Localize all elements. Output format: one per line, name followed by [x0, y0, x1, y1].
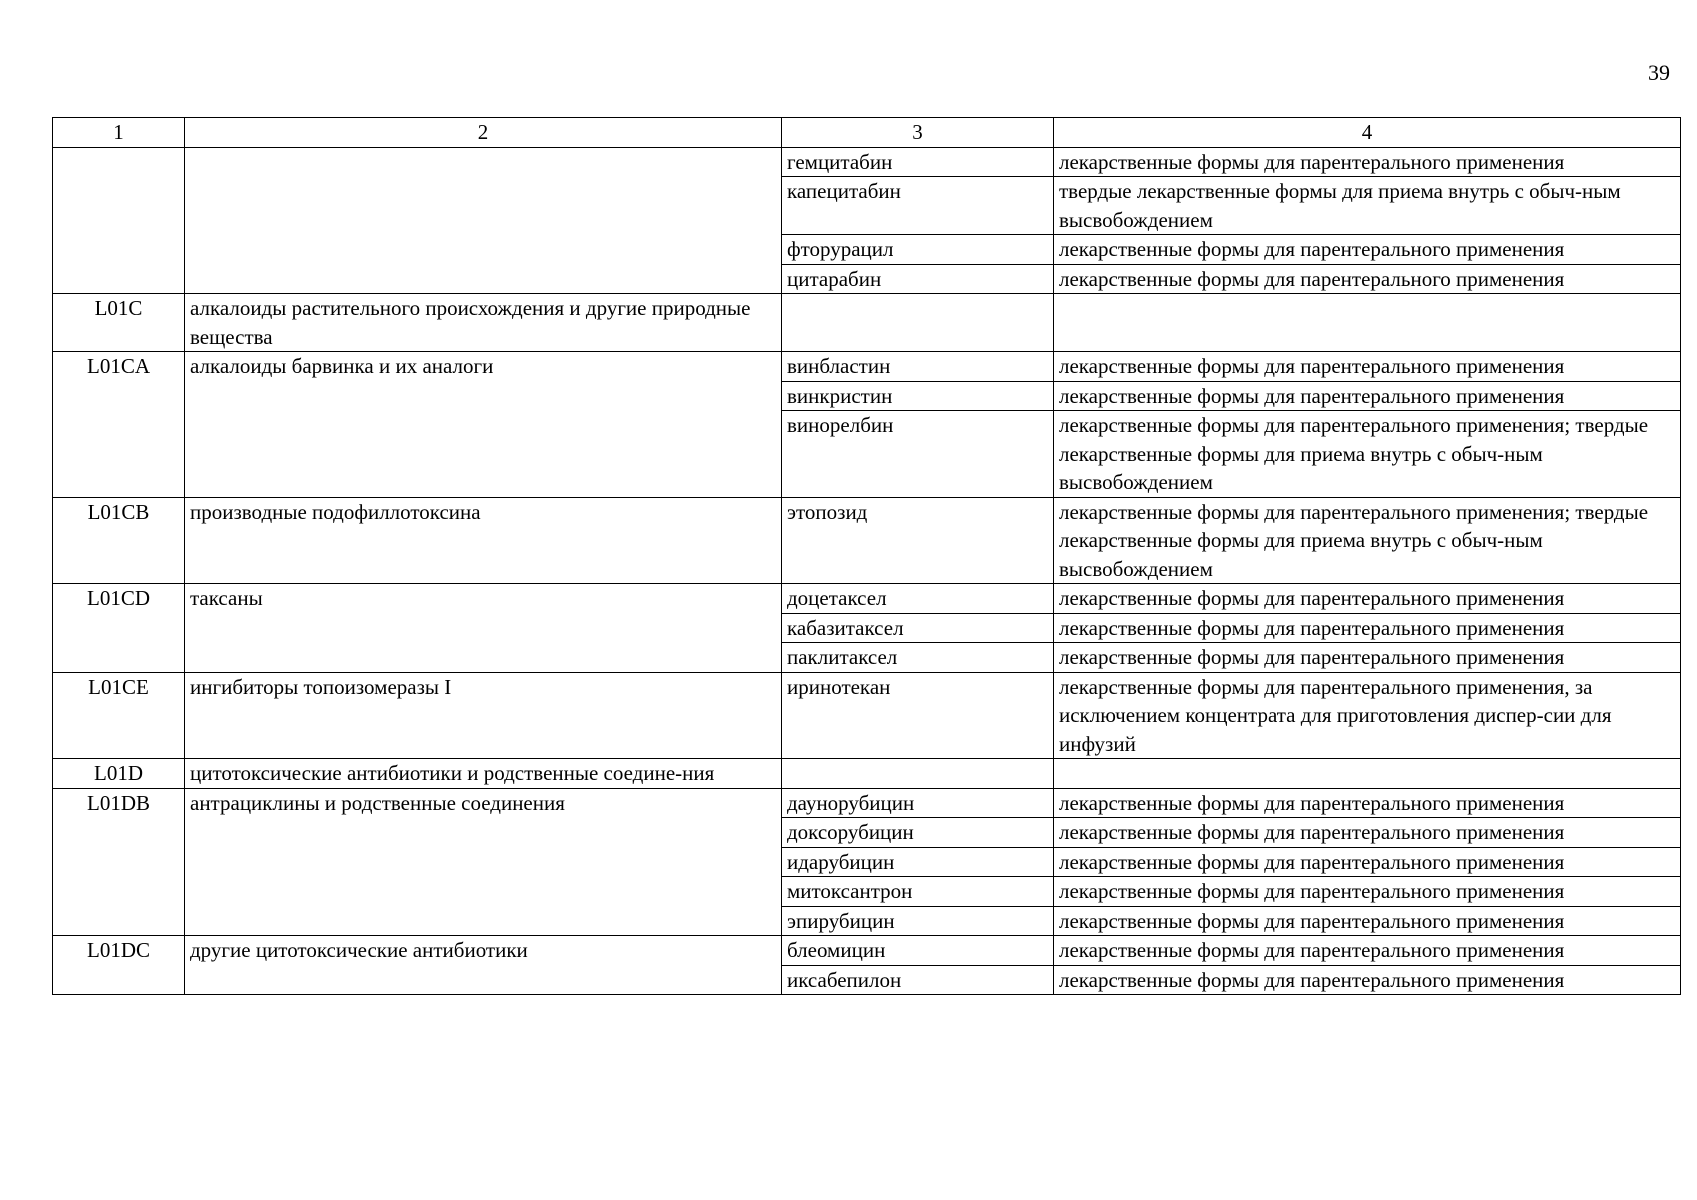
column-header: 3 — [782, 118, 1054, 148]
dosage-form-cell: лекарственные формы для парентерального применения — [1054, 877, 1681, 907]
dosage-form-cell: лекарственные формы для парентерального применения — [1054, 584, 1681, 614]
group-name-cell: другие цитотоксические антибиотики — [185, 936, 782, 995]
drug-name-cell: иксабепилон — [782, 965, 1054, 995]
group-name-cell: производные подофиллотоксина — [185, 497, 782, 584]
group-name-cell — [185, 147, 782, 294]
column-header: 2 — [185, 118, 782, 148]
group-name-cell: алкалоиды барвинка и их аналоги — [185, 352, 782, 498]
dosage-form-cell: лекарственные формы для парентерального применения — [1054, 381, 1681, 411]
drug-name-cell: капецитабин — [782, 177, 1054, 235]
drug-name-cell: фторурацил — [782, 235, 1054, 265]
dosage-form-cell: лекарственные формы для парентерального применения — [1054, 643, 1681, 673]
dosage-form-cell: лекарственные формы для парентерального применения — [1054, 235, 1681, 265]
drug-name-cell — [782, 294, 1054, 352]
table-row — [53, 294, 1681, 352]
group-name-cell: антрациклины и родственные соединения — [185, 788, 782, 936]
drug-name-cell: доцетаксел — [782, 584, 1054, 614]
drug-name-cell: винкристин — [782, 381, 1054, 411]
drug-name-cell: цитарабин — [782, 264, 1054, 294]
group-name-cell: цитотоксические антибиотики и родственные соедине-ния — [185, 759, 782, 789]
dosage-form-cell: лекарственные формы для парентерального применения — [1054, 818, 1681, 848]
drug-name-cell: кабазитаксел — [782, 613, 1054, 643]
header-row — [53, 118, 1681, 148]
drug-name-cell: этопозид — [782, 497, 1054, 584]
dosage-form-cell: лекарственные формы для парентерального применения — [1054, 906, 1681, 936]
dosage-form-cell: лекарственные формы для парентерального применения — [1054, 788, 1681, 818]
dosage-form-cell: лекарственные формы для парентерального применения — [1054, 147, 1681, 177]
atc-code-cell: L01CD — [53, 584, 185, 673]
drug-name-cell: иринотекан — [782, 672, 1054, 759]
atc-code-cell: L01CB — [53, 497, 185, 584]
drug-name-cell: винбластин — [782, 352, 1054, 382]
table-row — [53, 352, 1681, 382]
dosage-form-cell: лекарственные формы для парентерального применения — [1054, 352, 1681, 382]
dosage-form-cell: лекарственные формы для парентерального применения; твердые лекарственные формы для приема внутрь с обыч-ным высвобождением — [1054, 497, 1681, 584]
drug-name-cell: блеомицин — [782, 936, 1054, 966]
drug-name-cell: даунорубицин — [782, 788, 1054, 818]
table-row — [53, 584, 1681, 614]
dosage-form-cell: лекарственные формы для парентерального применения — [1054, 613, 1681, 643]
table-row — [53, 788, 1681, 818]
atc-code-cell: L01CE — [53, 672, 185, 759]
drug-name-cell — [782, 759, 1054, 789]
table-row — [53, 936, 1681, 966]
dosage-form-cell: лекарственные формы для парентерального применения — [1054, 264, 1681, 294]
drug-name-cell: паклитаксел — [782, 643, 1054, 673]
atc-code-cell — [53, 147, 185, 294]
page-number: 39 — [1648, 60, 1670, 85]
table-row — [53, 147, 1681, 177]
drug-name-cell: идарубицин — [782, 847, 1054, 877]
group-name-cell: алкалоиды растительного происхождения и другие природные вещества — [185, 294, 782, 352]
drug-name-cell: эпирубицин — [782, 906, 1054, 936]
dosage-form-cell: твердые лекарственные формы для приема внутрь с обыч-ным высвобождением — [1054, 177, 1681, 235]
atc-code-cell: L01D — [53, 759, 185, 789]
table-body — [53, 147, 1681, 995]
drug-name-cell: доксорубицин — [782, 818, 1054, 848]
drug-name-cell: гемцитабин — [782, 147, 1054, 177]
group-name-cell: ингибиторы топоизомеразы I — [185, 672, 782, 759]
column-header: 4 — [1054, 118, 1681, 148]
column-header: 1 — [53, 118, 185, 148]
table-row — [53, 672, 1681, 759]
atc-code-cell: L01DC — [53, 936, 185, 995]
dosage-form-cell: лекарственные формы для парентерального применения — [1054, 847, 1681, 877]
atc-code-cell: L01CA — [53, 352, 185, 498]
atc-code-cell: L01C — [53, 294, 185, 352]
table-row — [53, 759, 1681, 789]
drug-name-cell: винорелбин — [782, 411, 1054, 498]
dosage-form-cell — [1054, 294, 1681, 352]
dosage-form-cell: лекарственные формы для парентерального применения — [1054, 936, 1681, 966]
dosage-form-cell: лекарственные формы для парентерального применения, за исключением концентрата для приготовления диспер-сии для инфузий — [1054, 672, 1681, 759]
dosage-form-cell: лекарственные формы для парентерального применения; твердые лекарственные формы для приема внутрь с обыч-ным высвобождением — [1054, 411, 1681, 498]
drug-name-cell: митоксантрон — [782, 877, 1054, 907]
dosage-form-cell: лекарственные формы для парентерального применения — [1054, 965, 1681, 995]
dosage-form-cell — [1054, 759, 1681, 789]
drug-table — [52, 117, 1681, 995]
group-name-cell: таксаны — [185, 584, 782, 673]
table-row — [53, 497, 1681, 584]
atc-code-cell: L01DB — [53, 788, 185, 936]
